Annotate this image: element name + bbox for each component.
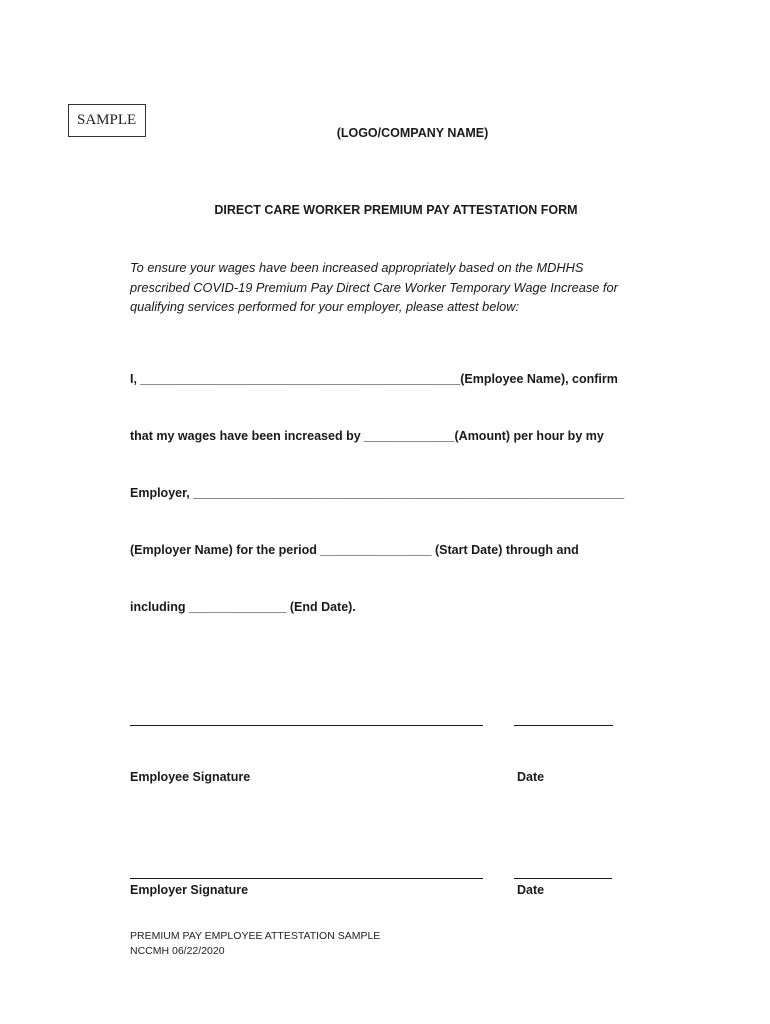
footer-line: NCCMH 06/22/2020 (130, 945, 225, 957)
employee-name-line: I, ______________________________________________(Employee Name), confirm (130, 372, 618, 386)
employee-signature-label: Employee Signature (130, 770, 251, 784)
employer-date-label: Date (517, 883, 545, 897)
employer-date-rule (514, 878, 612, 879)
employer-line: Employer, ______________________________________________________________ (130, 486, 625, 500)
end-date-line: including ______________ (End Date). (130, 600, 356, 614)
intro-line: qualifying services performed for your employer, please attest below: (130, 299, 520, 314)
sample-stamp: SAMPLE (68, 104, 146, 137)
employer-signature-label: Employer Signature (130, 883, 249, 897)
period-line: (Employer Name) for the period ________________ (Start Date) through and (130, 543, 579, 557)
employee-date-label: Date (517, 770, 545, 784)
footer (130, 929, 380, 959)
amount-line: that my wages have been increased by _____________(Amount) per hour by my (130, 429, 604, 443)
employee-date-rule (514, 725, 613, 726)
employee-signature-rule (130, 725, 483, 726)
form-title: DIRECT CARE WORKER PREMIUM PAY ATTESTATION FORM (214, 203, 578, 217)
company-name-placeholder: (LOGO/COMPANY NAME) (336, 126, 489, 140)
footer-line: PREMIUM PAY EMPLOYEE ATTESTATION SAMPLE (130, 930, 381, 942)
intro-line: prescribed COVID-19 Premium Pay Direct Care Worker Temporary Wage Increase for (130, 279, 618, 295)
employer-signature-rule (130, 878, 483, 879)
intro-line: To ensure your wages have been increased appropriately based on the MDHHS (130, 260, 584, 275)
intro-paragraph (130, 258, 670, 317)
